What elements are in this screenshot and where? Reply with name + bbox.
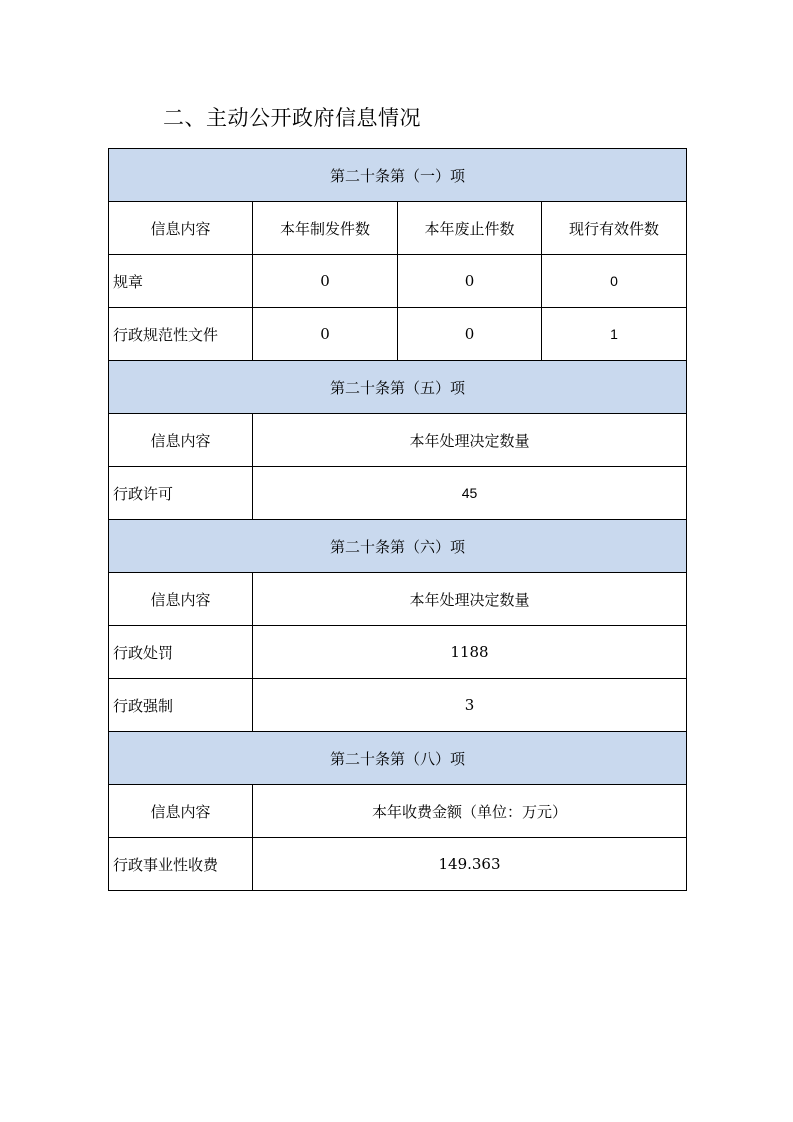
section-header-row — [109, 732, 687, 785]
section-title-5: 第二十条第（五）项 — [109, 361, 687, 414]
valid-value: 1 — [542, 308, 687, 361]
header-info-content: 信息内容 — [109, 573, 253, 626]
table-row — [109, 838, 687, 891]
column-header-row — [109, 573, 687, 626]
header-decision-count: 本年处理决定数量 — [253, 573, 687, 626]
valid-value: 0 — [542, 255, 687, 308]
section-header-row — [109, 149, 687, 202]
issued-value: 0 — [253, 308, 398, 361]
column-header-row — [109, 785, 687, 838]
table-row — [109, 255, 687, 308]
header-decision-count: 本年处理决定数量 — [253, 414, 687, 467]
row-label: 行政事业性收费 — [109, 838, 253, 891]
section-title-6: 第二十条第（六）项 — [109, 520, 687, 573]
header-issued-count: 本年制发件数 — [253, 202, 398, 255]
row-label: 行政许可 — [109, 467, 253, 520]
row-value: 3 — [253, 679, 687, 732]
table-row — [109, 467, 687, 520]
abolished-value: 0 — [398, 308, 542, 361]
header-valid-count: 现行有效件数 — [542, 202, 687, 255]
table-row — [109, 626, 687, 679]
row-label: 行政规范性文件 — [109, 308, 253, 361]
row-value: 149.363 — [253, 838, 687, 891]
section-header-row — [109, 520, 687, 573]
table-row — [109, 679, 687, 732]
section-title-8: 第二十条第（八）项 — [109, 732, 687, 785]
abolished-value: 0 — [398, 255, 542, 308]
disclosure-table — [108, 148, 687, 891]
header-fee-amount: 本年收费金额（单位：万元） — [253, 785, 687, 838]
section-header-row — [109, 361, 687, 414]
row-label: 行政强制 — [109, 679, 253, 732]
section-title-1: 第二十条第（一）项 — [109, 149, 687, 202]
header-info-content: 信息内容 — [109, 785, 253, 838]
row-label: 行政处罚 — [109, 626, 253, 679]
row-value: 1188 — [253, 626, 687, 679]
column-header-row — [109, 414, 687, 467]
row-value: 45 — [253, 467, 687, 520]
header-abolished-count: 本年废止件数 — [398, 202, 542, 255]
page-title: 二、主动公开政府信息情况 — [163, 106, 421, 130]
header-info-content: 信息内容 — [109, 414, 253, 467]
row-label: 规章 — [109, 255, 253, 308]
table-row — [109, 308, 687, 361]
column-header-row — [109, 202, 687, 255]
header-info-content: 信息内容 — [109, 202, 253, 255]
issued-value: 0 — [253, 255, 398, 308]
